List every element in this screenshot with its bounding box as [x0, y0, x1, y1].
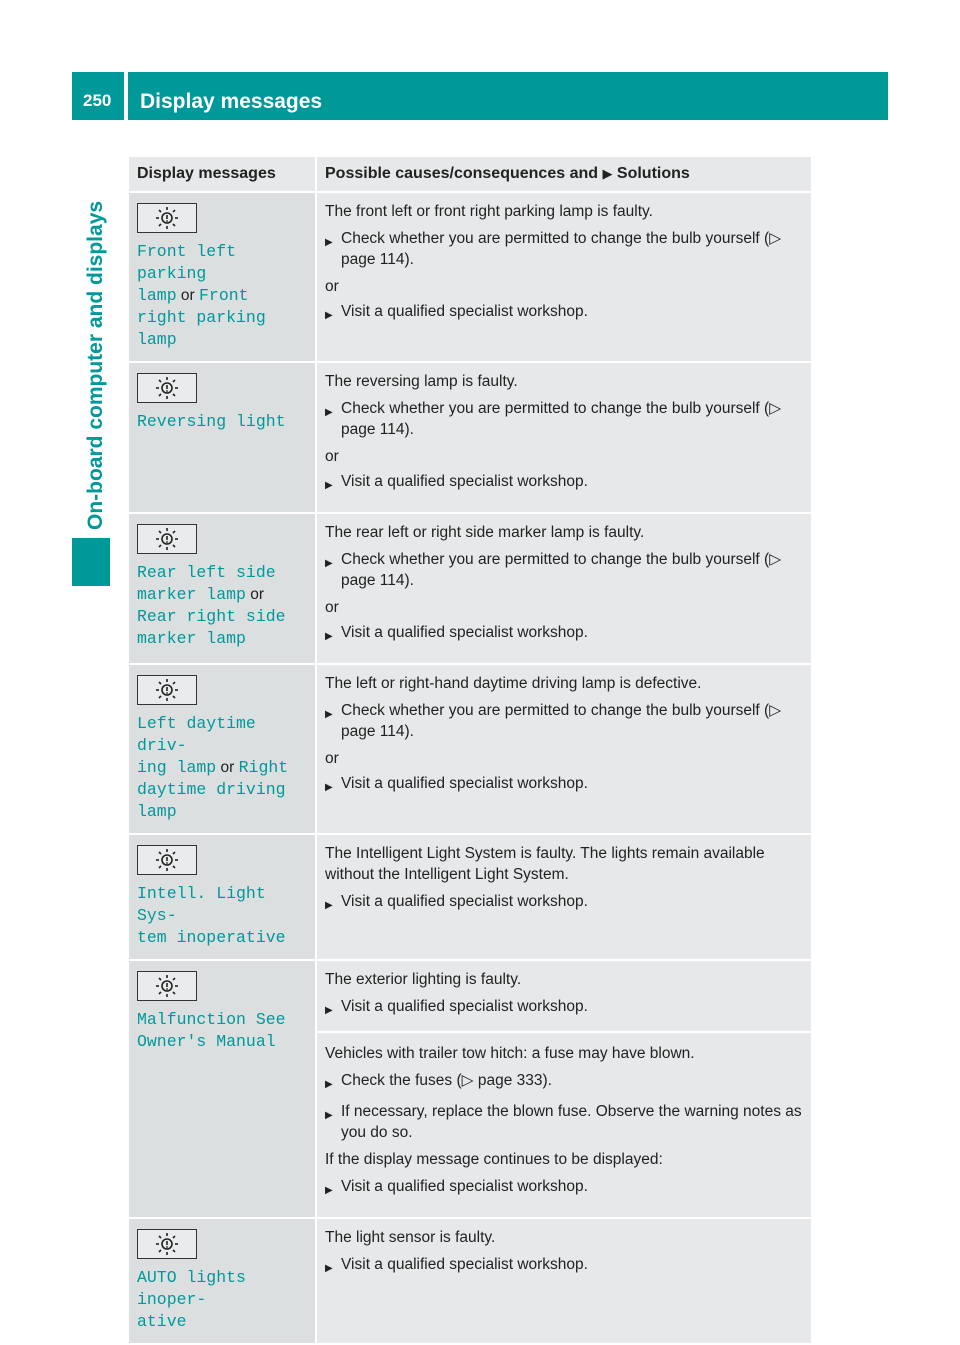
page-title: Display messages	[128, 72, 888, 120]
message-cell	[128, 664, 316, 834]
solution-step-text: Check whether you are permitted to change the bulb yourself (▷ page 114).	[341, 400, 782, 438]
note-text: If the display message continues to be displayed:	[325, 1151, 663, 1168]
col-header-messages: Display messages	[128, 156, 316, 192]
solution-step-text: Visit a qualified specialist workshop.	[341, 1178, 588, 1195]
message-code-text: AUTO lights inoper- ative	[137, 1268, 246, 1331]
col-header-solutions-text: Solutions	[612, 165, 690, 182]
bulb-warning-icon	[137, 845, 197, 875]
display-message	[137, 713, 307, 823]
causes-cell	[316, 513, 812, 664]
message-code-text: Front right parking lamp	[137, 286, 266, 349]
causes-cell	[316, 1218, 812, 1344]
bulb-warning-icon	[137, 524, 197, 554]
cause-text: The left or right-hand daytime driving lamp is defective.	[325, 675, 702, 692]
solution-step-text: Visit a qualified specialist workshop.	[341, 303, 588, 320]
or-text: or	[180, 287, 195, 304]
or-text: or	[325, 448, 339, 465]
col-header-causes-text: Possible causes/consequences and	[325, 165, 603, 182]
or-text: or	[325, 599, 339, 616]
message-cell	[128, 1218, 316, 1344]
message-cell	[128, 834, 316, 960]
message-code-text: Right daytime driving lamp	[137, 758, 289, 821]
bulb-warning-icon	[137, 971, 197, 1001]
causes-cell	[316, 362, 812, 513]
display-messages-table	[127, 155, 813, 1345]
message-code-text: Intell. Light Sys- tem inoperative	[137, 884, 286, 947]
solution-step	[325, 891, 803, 916]
cause-text: The light sensor is faulty.	[325, 1229, 496, 1246]
solution-step	[325, 398, 803, 440]
table-row	[128, 513, 812, 664]
cause-text: The rear left or right side marker lamp is faulty.	[325, 524, 645, 541]
display-message	[137, 241, 307, 351]
display-message	[137, 562, 307, 650]
solution-step-text: Visit a qualified specialist workshop.	[341, 998, 588, 1015]
solution-step	[325, 549, 803, 591]
triangle-right-icon: ▶	[325, 480, 333, 491]
solution-step	[325, 1070, 803, 1095]
solution-step	[325, 1101, 803, 1143]
table-row	[128, 664, 812, 834]
message-code-text: Malfunction See Owner's Manual	[137, 1010, 286, 1051]
triangle-right-icon: ▶	[325, 1110, 333, 1121]
triangle-right-icon: ▶	[325, 782, 333, 793]
triangle-right-icon: ▶	[325, 1185, 333, 1196]
triangle-right-icon: ▶	[602, 166, 613, 181]
message-cell	[128, 362, 316, 513]
triangle-right-icon: ▶	[325, 1263, 333, 1274]
page-number: 250	[72, 72, 124, 120]
triangle-right-icon: ▶	[325, 407, 333, 418]
causes-cell	[316, 834, 812, 960]
solution-step-text: If necessary, replace the blown fuse. Observe the warning notes as you do so.	[341, 1103, 802, 1141]
solution-step-text: Check whether you are permitted to change the bulb yourself (▷ page 114).	[341, 551, 782, 589]
or-text: or	[250, 586, 265, 603]
message-cell	[128, 192, 316, 362]
message-code-text: Reversing light	[137, 412, 286, 431]
triangle-right-icon: ▶	[325, 631, 333, 642]
table-row	[128, 362, 812, 513]
causes-cell	[316, 960, 812, 1218]
solution-step	[325, 773, 803, 798]
solution-step-text: Check whether you are permitted to change the bulb yourself (▷ page 114).	[341, 230, 782, 268]
table-row	[128, 1218, 812, 1344]
triangle-right-icon: ▶	[325, 1005, 333, 1016]
causes-cell	[316, 664, 812, 834]
message-cell	[128, 513, 316, 664]
solution-step-text: Visit a qualified specialist workshop.	[341, 1256, 588, 1273]
triangle-right-icon: ▶	[325, 709, 333, 720]
or-text: or	[220, 759, 235, 776]
display-message	[137, 1009, 307, 1053]
triangle-right-icon: ▶	[325, 1079, 333, 1090]
solution-step-text: Visit a qualified specialist workshop.	[341, 473, 588, 490]
message-code-text: Left daytime driv- ing lamp	[137, 714, 256, 777]
solution-step-text: Check the fuses (▷ page 333).	[341, 1072, 552, 1089]
triangle-right-icon: ▶	[325, 237, 333, 248]
triangle-right-icon: ▶	[325, 900, 333, 911]
solution-step-text: Check whether you are permitted to change the bulb yourself (▷ page 114).	[341, 702, 782, 740]
bulb-warning-icon	[137, 373, 197, 403]
or-text: or	[325, 278, 339, 295]
bulb-warning-icon	[137, 675, 197, 705]
solution-step-text: Visit a qualified specialist workshop.	[341, 624, 588, 641]
solution-step	[325, 471, 803, 496]
table-row	[128, 960, 812, 1218]
table-row	[128, 834, 812, 960]
cause-text: The front left or front right parking lamp is faulty.	[325, 203, 653, 220]
causes-cell	[316, 192, 812, 362]
display-message	[137, 411, 307, 433]
solution-step-text: Visit a qualified specialist workshop.	[341, 893, 588, 910]
or-text: or	[325, 750, 339, 767]
solution-step	[325, 228, 803, 270]
solution-step	[325, 996, 803, 1021]
cause-text: Vehicles with trailer tow hitch: a fuse may have blown.	[325, 1045, 695, 1062]
solution-step	[325, 1254, 803, 1279]
display-message	[137, 883, 307, 949]
table-row	[128, 192, 812, 362]
solution-step-text: Visit a qualified specialist workshop.	[341, 775, 588, 792]
triangle-right-icon: ▶	[325, 310, 333, 321]
cause-text: The reversing lamp is faulty.	[325, 373, 518, 390]
solution-step	[325, 1176, 803, 1201]
bulb-warning-icon	[137, 1229, 197, 1259]
message-cell	[128, 960, 316, 1218]
display-message	[137, 1267, 307, 1333]
cell-divider	[317, 1031, 811, 1033]
col-header-causes	[316, 156, 812, 192]
bulb-warning-icon	[137, 203, 197, 233]
section-tab-marker	[72, 538, 110, 586]
table-header-row	[128, 156, 812, 192]
cause-text: The Intelligent Light System is faulty. The lights remain available without the Intelligent Light System.	[325, 845, 765, 883]
section-tab-label: On-board computer and displays	[84, 200, 107, 530]
solution-step	[325, 301, 803, 326]
message-code-text: Rear right side marker lamp	[137, 607, 286, 648]
message-code-text: Rear left side marker lamp	[137, 563, 276, 604]
cause-text: The exterior lighting is faulty.	[325, 971, 522, 988]
solution-step	[325, 622, 803, 647]
solution-step	[325, 700, 803, 742]
triangle-right-icon: ▶	[325, 558, 333, 569]
message-code-text: Front left parking lamp	[137, 242, 237, 305]
